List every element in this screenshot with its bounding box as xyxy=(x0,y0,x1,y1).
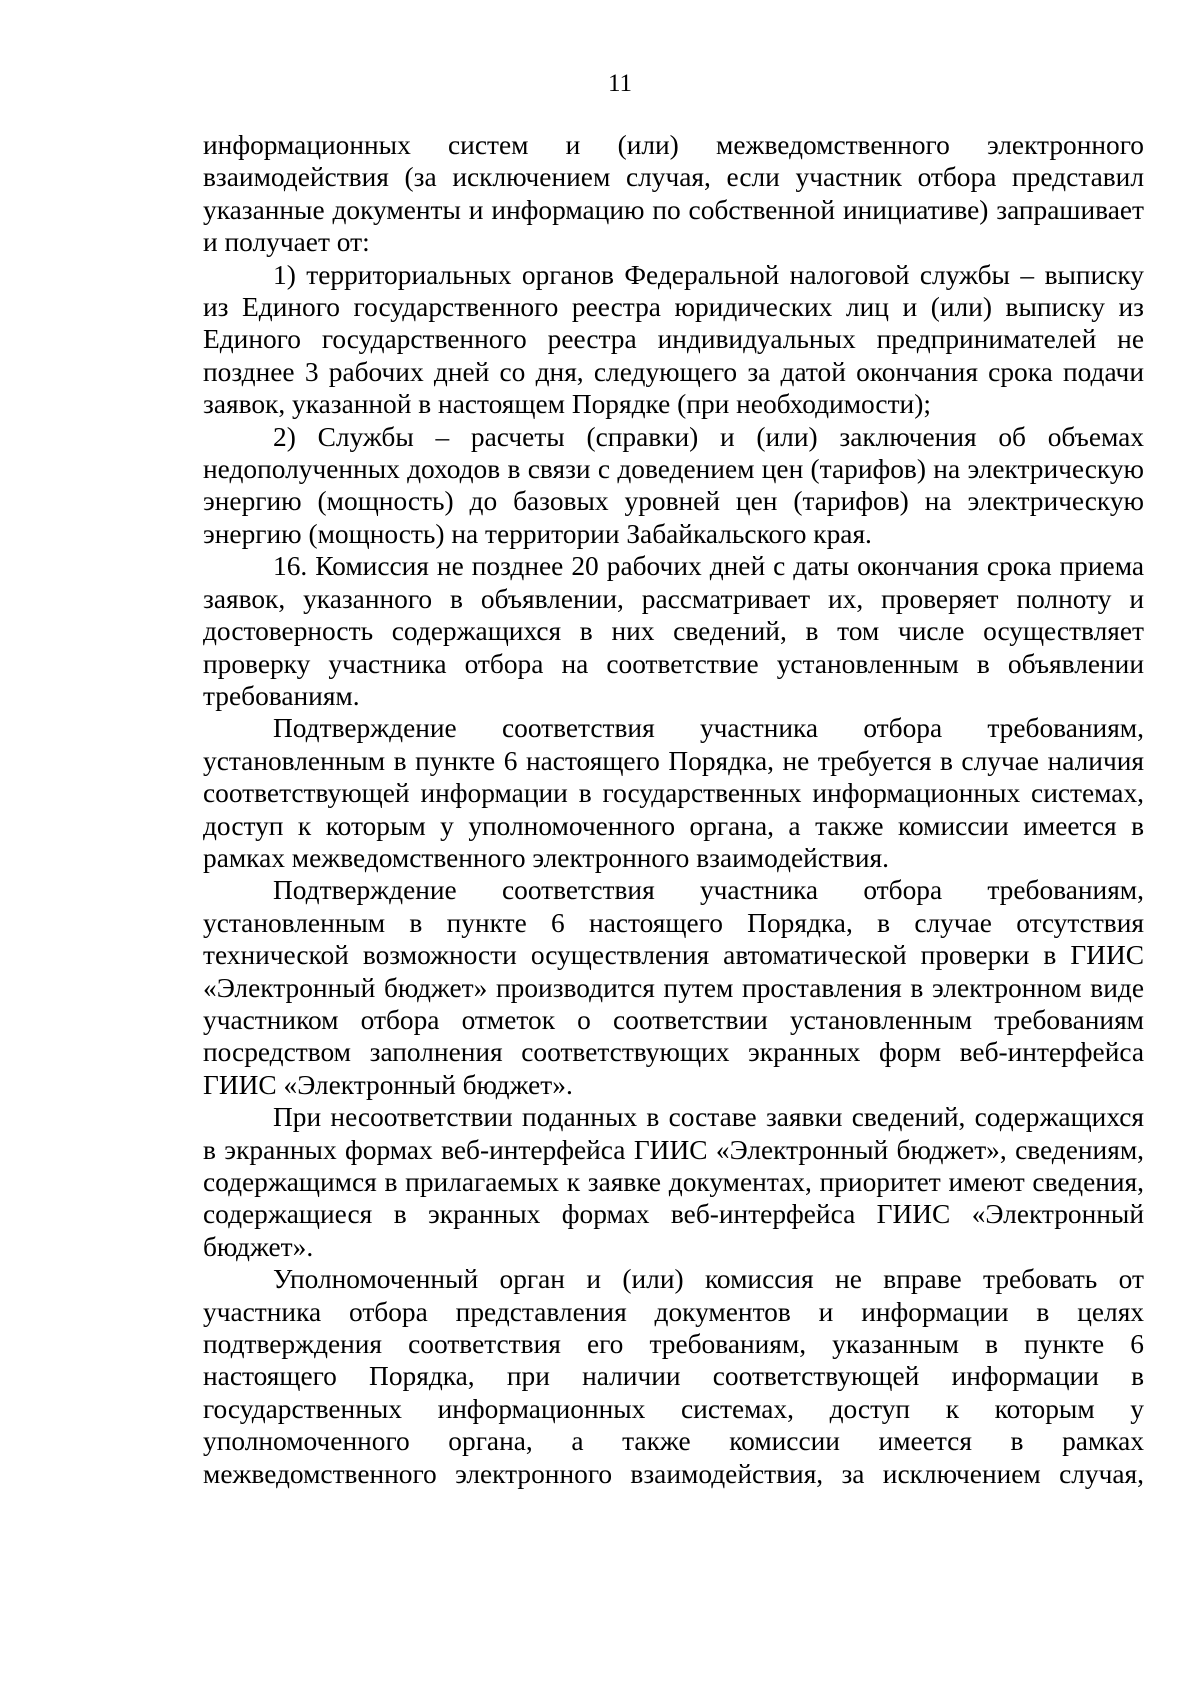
paragraph-confirmation-2: Подтверждение соответствия участника отбора требованиям, установленным в пункте 6 настоящего Порядка, в случае отсутствия технической возможности осуществления автоматической проверки в ГИИС «Электронный бюджет» производится путем проставления в электронном виде участником отбора отметок о соответствии установленным требованиям посредством заполнения соответствующих экранных форм веб-интерфейса ГИИС «Электронный бюджет». xyxy=(203,875,1144,1100)
paragraph-confirmation-1: Подтверждение соответствия участника отбора требованиям, установленным в пункте 6 настоящего Порядка, не требуется в случае наличия соответствующей информации в государственных информационных системах, доступ к которым у уполномоченного органа, а также комиссии имеется в рамках межведомственного электронного взаимодействия. xyxy=(203,713,1144,873)
page-number: 11 xyxy=(607,70,633,97)
document-body xyxy=(203,129,1144,1490)
paragraph-item-1: 1) территориальных органов Федеральной налоговой службы – выписку из Единого государственного реестра юридических лиц и (или) выписку из Единого государственного реестра индивидуальных предпринимателей не позднее 3 рабочих дней со дня, следующего за датой окончания срока подачи заявок, указанной в настоящем Порядке (при необходимости); xyxy=(203,259,1144,420)
paragraph-item-2: 2) Службы – расчеты (справки) и (или) заключения об объемах недополученных доходов в связи с доведением цен (тарифов) на электрическую энергию (мощность) до базовых уровней цен (тарифов) на электрическую энергию (мощность) на территории Забайкальского края. xyxy=(203,421,1144,549)
paragraph-continuation: информационных систем и (или) межведомственного электронного взаимодействия (за исключением случая, если участник отбора представил указанные документы и информацию по собственной инициативе) запрашивает и получает от: xyxy=(203,130,1144,258)
paragraph-clause-16: 16. Комиссия не позднее 20 рабочих дней с даты окончания срока приема заявок, указанного в объявлении, рассматривает их, проверяет полноту и достоверность содержащихся в них сведений, в том числе осуществляет проверку участника отбора на соответствие установленным в объявлении требованиям. xyxy=(203,551,1144,711)
paragraph-mismatch: При несоответствии поданных в составе заявки сведений, содержащихся в экранных формах веб-интерфейса ГИИС «Электронный бюджет», сведениям, содержащимся в прилагаемых к заявке документах, приоритет имеют сведения, содержащиеся в экранных формах веб-интерфейса ГИИС «Электронный бюджет». xyxy=(203,1102,1144,1262)
paragraph-no-request: Уполномоченный орган и (или) комиссия не вправе требовать от участника отбора представления документов и информации в целях подтверждения соответствия его требованиям, указанным в пункте 6 настоящего Порядка, при наличии соответствующей информации в государственных информационных системах, доступ к которым у уполномоченного органа, а также комиссии имеется в рамках межведомственного электронного взаимодействия, за исключением случая, xyxy=(203,1264,1144,1489)
